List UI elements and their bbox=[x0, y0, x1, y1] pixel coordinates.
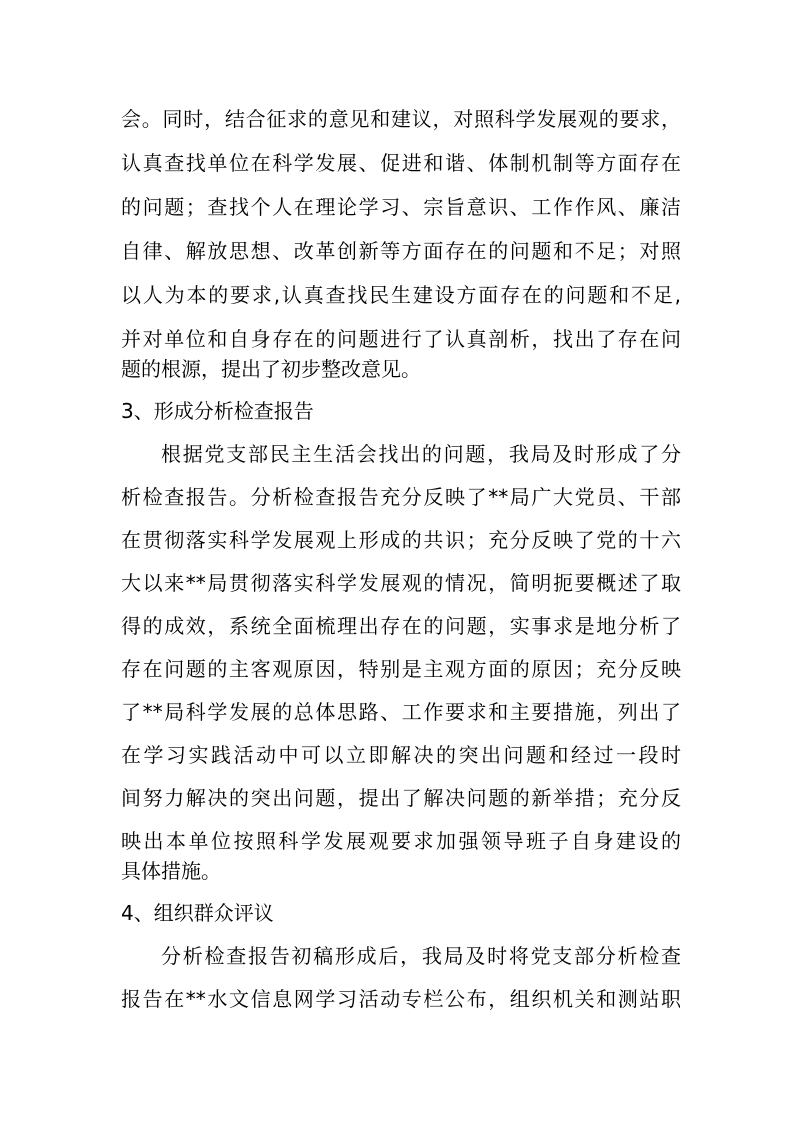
paragraph-line: 的问题；查找个人在理论学习、宗旨意识、工作作风、廉洁 bbox=[121, 195, 681, 219]
paragraph-line: 具体措施。 bbox=[121, 859, 221, 883]
section-heading: 4、组织群众评议 bbox=[121, 901, 274, 925]
paragraph-line: 以人为本的要求,认真查找民生建设方面存在的问题和不足, bbox=[121, 283, 681, 307]
paragraph-line: 题的根源，提出了初步整改意见。 bbox=[121, 357, 421, 381]
paragraph-line: 间努力解决的突出问题，提出了解决问题的新举措；充分反 bbox=[121, 786, 681, 810]
paragraph-line: 大以来**局贯彻落实科学发展观的情况，简明扼要概述了取 bbox=[121, 571, 681, 595]
paragraph-line: 存在问题的主客观原因，特别是主观方面的原因；充分反映 bbox=[121, 657, 681, 681]
paragraph-line: 会。同时，结合征求的意见和建议，对照科学发展观的要求， bbox=[121, 107, 681, 131]
paragraph-line: 析检查报告。分析检查报告充分反映了**局广大党员、干部 bbox=[121, 485, 681, 509]
paragraph-line: 根据党支部民主生活会找出的问题，我局及时形成了分 bbox=[161, 442, 681, 466]
paragraph-line: 映出本单位按照科学发展观要求加强领导班子自身建设的 bbox=[121, 829, 681, 853]
paragraph-line: 报告在**水文信息网学习活动专栏公布，组织机关和测站职 bbox=[121, 987, 681, 1011]
paragraph-line: 得的成效，系统全面梳理出存在的问题，实事求是地分析了 bbox=[121, 614, 681, 638]
paragraph-line: 在学习实践活动中可以立即解决的突出问题和经过一段时 bbox=[121, 743, 681, 767]
paragraph-line: 自律、解放思想、改革创新等方面存在的问题和不足；对照 bbox=[121, 239, 681, 263]
paragraph-line: 并对单位和自身存在的问题进行了认真剖析，找出了存在问 bbox=[121, 327, 681, 351]
section-heading: 3、形成分析检查报告 bbox=[121, 399, 314, 423]
paragraph-line: 认真查找单位在科学发展、促进和谐、体制机制等方面存在 bbox=[121, 151, 681, 175]
paragraph-line: 分析检查报告初稿形成后，我局及时将党支部分析检查 bbox=[161, 944, 681, 968]
paragraph-line: 了**局科学发展的总体思路、工作要求和主要措施，列出了 bbox=[121, 700, 681, 724]
paragraph-line: 在贯彻落实科学发展观上形成的共识；充分反映了党的十六 bbox=[121, 528, 681, 552]
